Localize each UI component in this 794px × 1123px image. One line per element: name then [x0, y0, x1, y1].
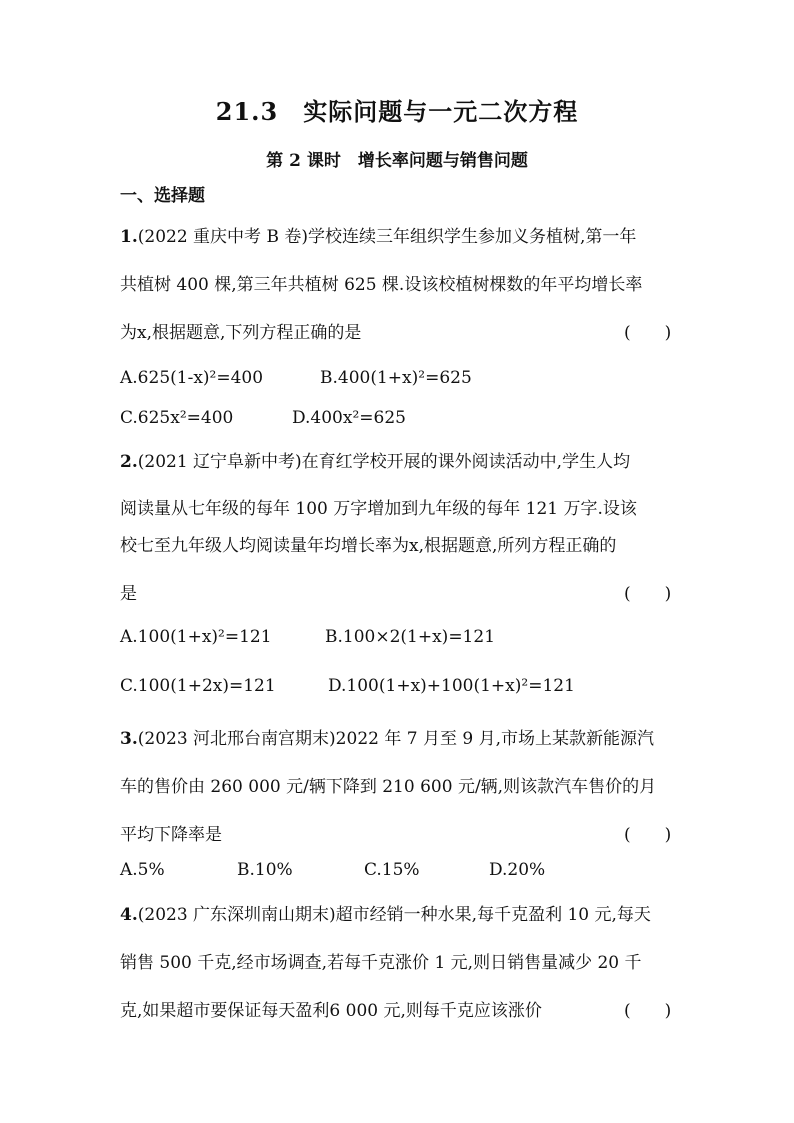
option-a: A.5%	[120, 860, 165, 880]
option-d: D.100(1+x)+100(1+x)²=121	[328, 676, 575, 696]
option-c: C.625x²=400	[120, 408, 234, 428]
page-title: 21.3 实际问题与一元二次方程	[215, 97, 579, 126]
question-number: 1.	[120, 227, 138, 247]
question-3-line-2: 车的售价由 260 000 元/辆下降到 210 600 元/辆,则该款汽车售价的月	[120, 777, 657, 797]
option-a: A.100(1+x)²=121	[120, 627, 272, 647]
question-1-line-3: 为x,根据题意,下列方程正确的是	[120, 323, 362, 343]
question-2-line-4: 是	[120, 584, 137, 604]
question-2-line-2: 阅读量从七年级的每年 100 万字增加到九年级的每年 121 万字.设该	[120, 499, 637, 519]
question-4-line-3: 克,如果超市要保证每天盈利6 000 元,则每千克应该涨价	[120, 1001, 542, 1021]
page-subtitle: 第 2 课时 增长率问题与销售问题	[266, 151, 528, 171]
question-1-line-2: 共植树 400 棵,第三年共植树 625 棵.设该校植树棵数的年平均增长率	[120, 275, 643, 295]
option-d: D.400x²=625	[292, 408, 406, 428]
question-3-line-1: 3.(2023 河北邢台南宫期末)2022 年 7 月至 9 月,市场上某款新能源汽	[120, 729, 654, 749]
option-d: D.20%	[489, 860, 546, 880]
option-b: B.100×2(1+x)=121	[325, 627, 496, 647]
answer-blank: ( )	[624, 825, 672, 845]
question-number: 4.	[120, 905, 138, 925]
question-3-line-3: 平均下降率是	[120, 825, 222, 845]
section-heading: 一、选择题	[120, 186, 205, 206]
question-number: 2.	[120, 452, 138, 472]
answer-blank: ( )	[624, 323, 672, 343]
question-2-line-1: 2.(2021 辽宁阜新中考)在育红学校开展的课外阅读活动中,学生人均	[120, 452, 631, 472]
question-4-line-2: 销售 500 千克,经市场调查,若每千克涨价 1 元,则日销售量减少 20 千	[120, 953, 642, 973]
option-b: B.400(1+x)²=625	[320, 368, 472, 388]
option-c: C.15%	[364, 860, 420, 880]
answer-blank: ( )	[624, 584, 672, 604]
option-a: A.625(1-x)²=400	[120, 368, 264, 388]
question-1-line-1: 1.(2022 重庆中考 B 卷)学校连续三年组织学生参加义务植树,第一年	[120, 227, 637, 247]
question-4-line-1: 4.(2023 广东深圳南山期末)超市经销一种水果,每千克盈利 10 元,每天	[120, 905, 651, 925]
question-2-line-3: 校七至九年级人均阅读量年均增长率为x,根据题意,所列方程正确的	[120, 536, 617, 556]
option-b: B.10%	[237, 860, 293, 880]
option-c: C.100(1+2x)=121	[120, 676, 276, 696]
answer-blank: ( )	[624, 1001, 672, 1021]
question-number: 3.	[120, 729, 138, 749]
